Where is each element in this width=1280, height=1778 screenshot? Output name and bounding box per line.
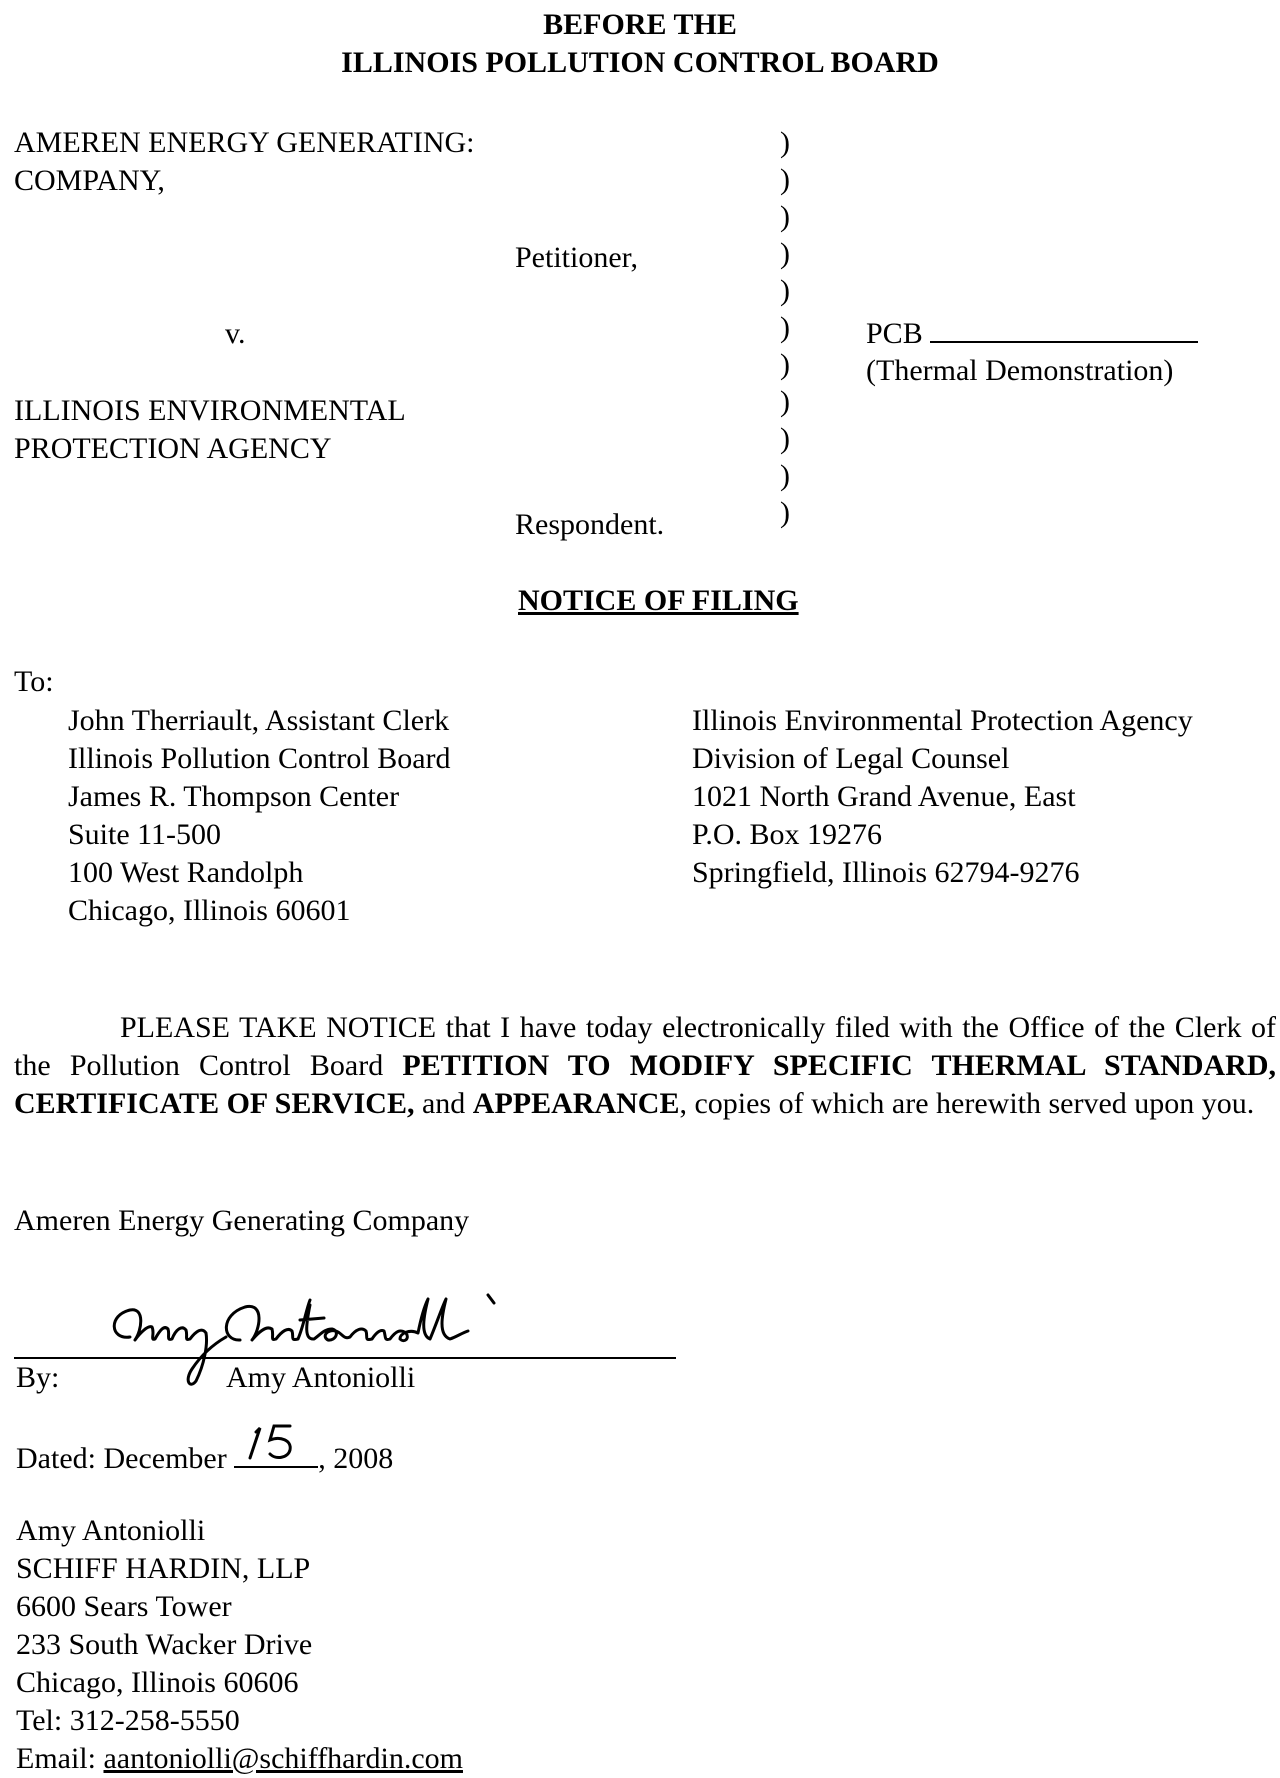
case-number-blank bbox=[930, 315, 1198, 343]
paren: ) bbox=[780, 348, 790, 381]
dated-day-handwritten bbox=[234, 1420, 318, 1464]
filed-appearance: APPEARANCE bbox=[472, 1087, 680, 1120]
case-type: (Thermal Demonstration) bbox=[866, 354, 1174, 387]
dated-day-blank bbox=[234, 1436, 318, 1468]
notice-body: PLEASE TAKE NOTICE that I have today electronically filed with the Office of the Clerk of the Pollution Control Board PETITION TO MODIFY SPECIFIC THERMAL STANDARD, CERTIFICATE OF SERVICE, and APPEARANCE, copies of which are herewith served upon you. bbox=[14, 1011, 1276, 1120]
address-city: Chicago, Illinois 60606 bbox=[16, 1666, 299, 1699]
court-header-line2: ILLINOIS POLLUTION CONTROL BOARD bbox=[341, 46, 939, 79]
versus-label: v. bbox=[225, 317, 246, 350]
paren: ) bbox=[780, 163, 790, 196]
petitioner-role: Petitioner, bbox=[515, 241, 638, 274]
paren: ) bbox=[780, 237, 790, 270]
filed-documents: PETITION TO MODIFY SPECIFIC THERMAL STANDARD, CERTIFICATE OF SERVICE, bbox=[14, 1049, 1276, 1120]
caption-paren-column bbox=[780, 124, 790, 531]
dated-line bbox=[16, 1436, 393, 1478]
address-line1: 6600 Sears Tower bbox=[16, 1590, 232, 1623]
paren: ) bbox=[780, 274, 790, 307]
recipient-clerk: John Therriault, Assistant Clerk Illinois Pollution Control Board James R. Thompson Center Suite 11-500 100 West Randolph Chicago, Illinois 60601 bbox=[68, 704, 451, 927]
case-number bbox=[866, 315, 1198, 353]
paren: ) bbox=[780, 126, 790, 159]
attorney-name: Amy Antoniolli bbox=[16, 1514, 206, 1547]
telephone: Tel: 312-258-5550 bbox=[16, 1704, 240, 1737]
respondent-role: Respondent. bbox=[515, 508, 665, 541]
email-link[interactable]: aantoniolli@schiffhardin.com bbox=[103, 1742, 463, 1775]
petitioner-name: AMEREN ENERGY GENERATING: COMPANY, bbox=[14, 126, 475, 197]
law-firm: SCHIFF HARDIN, LLP bbox=[16, 1552, 311, 1585]
paren: ) bbox=[780, 422, 790, 455]
to-label: To: bbox=[14, 665, 54, 698]
company-name: Ameren Energy Generating Company bbox=[14, 1204, 470, 1237]
case-prefix: PCB bbox=[866, 317, 923, 350]
paren: ) bbox=[780, 311, 790, 344]
court-header bbox=[0, 6, 1280, 82]
signature-by-label: By: bbox=[16, 1361, 60, 1394]
court-header-line1: BEFORE THE bbox=[543, 8, 737, 41]
email-line: Email: aantoniolli@schiffhardin.com bbox=[16, 1742, 463, 1775]
dated-label: Dated: December bbox=[16, 1442, 227, 1475]
attorney-contact bbox=[16, 1512, 463, 1778]
address-line2: 233 South Wacker Drive bbox=[16, 1628, 313, 1661]
dated-year: , 2008 bbox=[318, 1442, 394, 1475]
recipient-agency: Illinois Environmental Protection Agency Division of Legal Counsel 1021 North Grand Avenue, East P.O. Box 19276 Springfield, Illinois 62794-9276 bbox=[692, 704, 1193, 889]
respondent-name: ILLINOIS ENVIRONMENTAL PROTECTION AGENCY bbox=[14, 394, 406, 465]
notice-title: NOTICE OF FILING bbox=[518, 584, 799, 617]
paren: ) bbox=[780, 459, 790, 492]
paren: ) bbox=[780, 200, 790, 233]
paren: ) bbox=[780, 385, 790, 418]
signer-name: Amy Antoniolli bbox=[226, 1361, 416, 1394]
paren: ) bbox=[780, 496, 790, 529]
